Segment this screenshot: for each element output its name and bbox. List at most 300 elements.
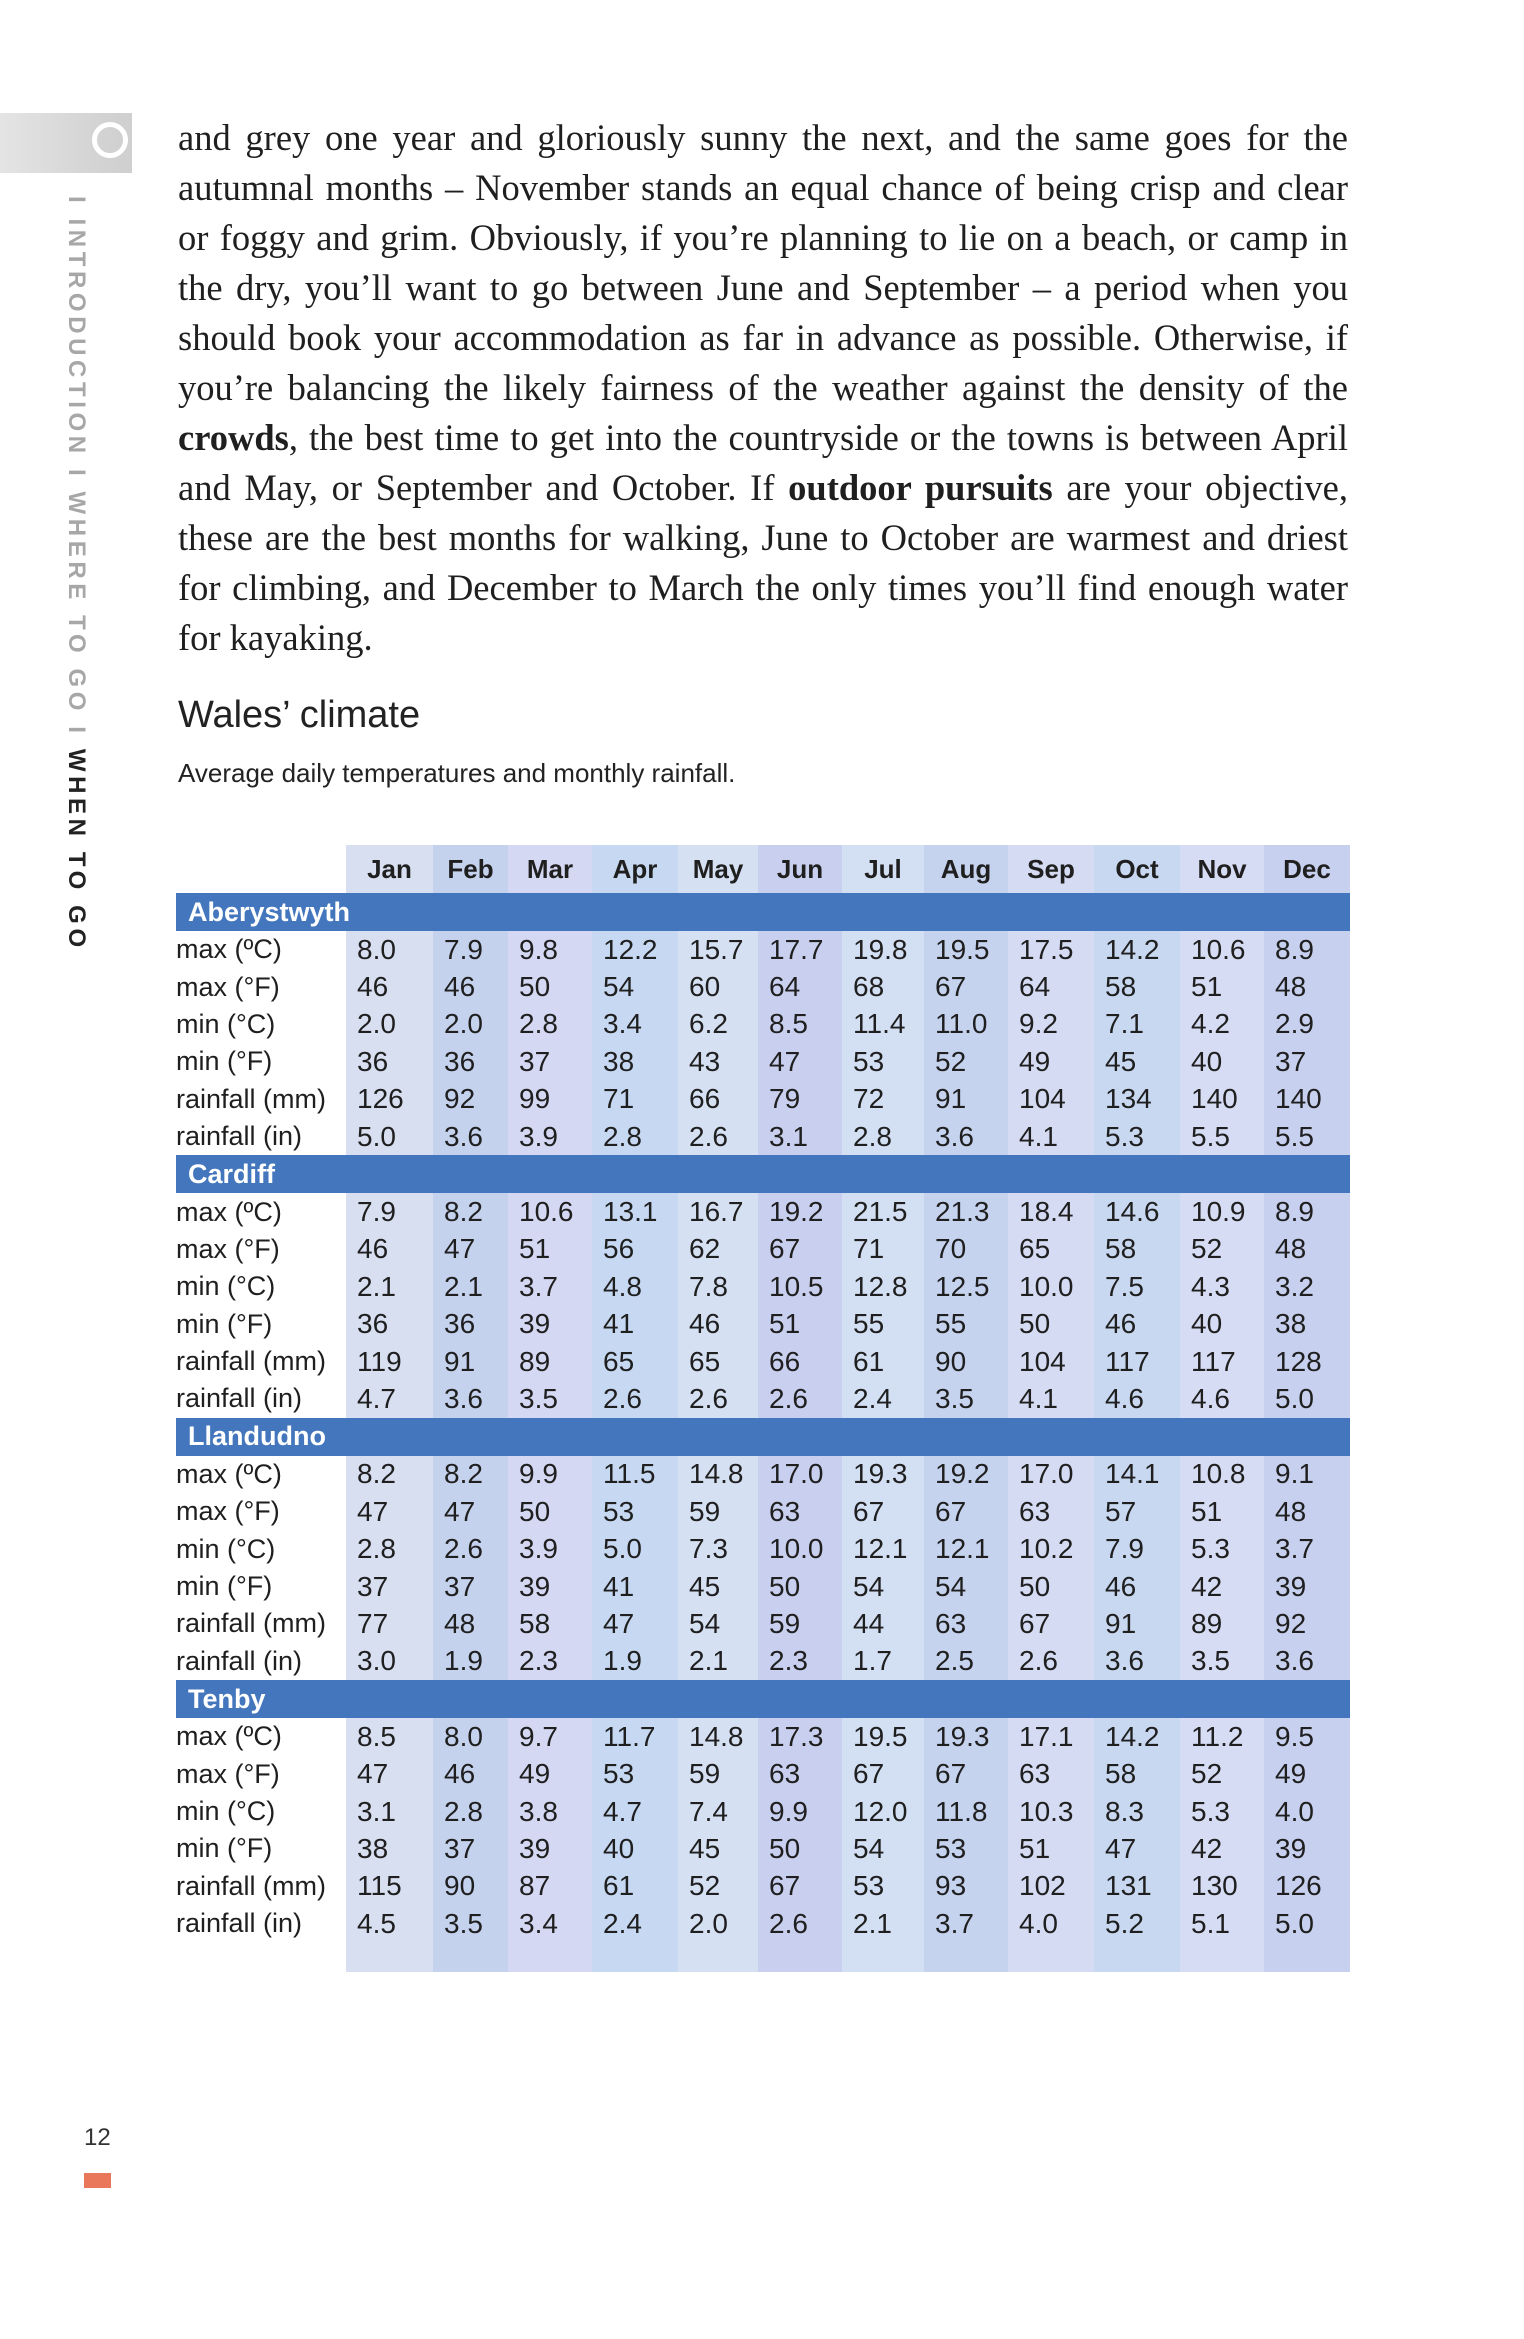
row-label: min (°F) <box>176 1308 273 1339</box>
table-cell: 36 <box>433 1043 508 1080</box>
table-cell: 126 <box>346 1081 433 1118</box>
padding-cell <box>433 1942 508 1972</box>
table-cell: 7.3 <box>678 1530 758 1567</box>
table-cell: 2.8 <box>508 1006 592 1043</box>
table-cell: 104 <box>1008 1081 1094 1118</box>
table-cell: 2.1 <box>433 1268 508 1305</box>
table-cell: 6.2 <box>678 1006 758 1043</box>
table-cell: 2.6 <box>433 1530 508 1567</box>
table-row <box>176 1306 1350 1343</box>
row-label: min (°F) <box>176 1046 273 1077</box>
table-cell: 2.0 <box>433 1006 508 1043</box>
table-cell: 5.3 <box>1094 1118 1180 1155</box>
row-label: max (ºC) <box>176 934 282 965</box>
side-nav-current: WHEN TO GO <box>63 748 90 952</box>
table-cell: 79 <box>758 1081 842 1118</box>
table-cell: 3.5 <box>924 1380 1008 1417</box>
table-cell: 39 <box>1264 1568 1350 1605</box>
table-cell: 1.9 <box>433 1643 508 1680</box>
table-cell: 52 <box>1180 1755 1264 1792</box>
table-cell: 3.5 <box>508 1380 592 1417</box>
table-cell: 3.5 <box>1180 1643 1264 1680</box>
table-cell: 4.7 <box>346 1380 433 1417</box>
month-header: Aug <box>924 845 1008 893</box>
row-label: rainfall (in) <box>176 1121 303 1152</box>
table-cell: 2.4 <box>592 1905 678 1942</box>
table-cell: 11.8 <box>924 1793 1008 1830</box>
table-cell: 65 <box>678 1343 758 1380</box>
table-cell: 47 <box>433 1493 508 1530</box>
table-cell: 38 <box>346 1830 433 1867</box>
table-cell: 65 <box>592 1343 678 1380</box>
table-cell: 3.6 <box>1264 1643 1350 1680</box>
table-cell: 40 <box>1180 1043 1264 1080</box>
row-label: max (°F) <box>176 1758 280 1789</box>
table-cell: 10.0 <box>758 1530 842 1567</box>
table-cell: 37 <box>346 1568 433 1605</box>
table-cell: 51 <box>508 1231 592 1268</box>
table-cell: 42 <box>1180 1568 1264 1605</box>
table-cell: 8.0 <box>433 1718 508 1755</box>
table-cell: 8.5 <box>758 1006 842 1043</box>
row-label: max (°F) <box>176 1233 280 1264</box>
table-row <box>176 1830 1350 1867</box>
table-cell: 39 <box>508 1830 592 1867</box>
table-cell: 3.1 <box>758 1118 842 1155</box>
table-cell: 2.1 <box>842 1905 924 1942</box>
table-cell: 2.6 <box>758 1905 842 1942</box>
table-cell: 4.0 <box>1264 1793 1350 1830</box>
table-cell: 140 <box>1180 1081 1264 1118</box>
table-cell: 47 <box>1094 1830 1180 1867</box>
table-row <box>176 1081 1350 1118</box>
table-cell: 57 <box>1094 1493 1180 1530</box>
table-cell: 3.7 <box>1264 1530 1350 1567</box>
table-row <box>176 1343 1350 1380</box>
month-header: Nov <box>1180 845 1264 893</box>
table-cell: 11.2 <box>1180 1718 1264 1755</box>
table-cell: 126 <box>1264 1868 1350 1905</box>
table-cell: 46 <box>678 1306 758 1343</box>
table-cell: 37 <box>433 1830 508 1867</box>
city-header-row <box>176 1155 1350 1193</box>
table-cell: 4.8 <box>592 1268 678 1305</box>
table-header <box>176 845 1350 893</box>
table-cell: 47 <box>346 1755 433 1792</box>
table-cell: 49 <box>508 1755 592 1792</box>
table-cell: 89 <box>508 1343 592 1380</box>
table-cell: 5.0 <box>1264 1905 1350 1942</box>
row-label: min (°C) <box>176 1533 276 1564</box>
city-header-row <box>176 1418 1350 1456</box>
table-cell: 4.1 <box>1008 1380 1094 1417</box>
table-cell: 87 <box>508 1868 592 1905</box>
row-label: min (°C) <box>176 1008 276 1039</box>
table-cell: 12.5 <box>924 1268 1008 1305</box>
table-cell: 14.1 <box>1094 1456 1180 1493</box>
table-cell: 67 <box>1008 1605 1094 1642</box>
table-cell: 3.6 <box>433 1118 508 1155</box>
row-label: rainfall (mm) <box>176 1608 327 1639</box>
table-cell: 104 <box>1008 1343 1094 1380</box>
table-cell: 7.8 <box>678 1268 758 1305</box>
table-cell: 131 <box>1094 1868 1180 1905</box>
table-cell: 14.2 <box>1094 1718 1180 1755</box>
table-cell: 14.8 <box>678 1718 758 1755</box>
table-cell: 2.1 <box>678 1643 758 1680</box>
table-cell: 8.5 <box>346 1718 433 1755</box>
table-cell: 46 <box>1094 1568 1180 1605</box>
table-cell: 48 <box>1264 968 1350 1005</box>
table-cell: 15.7 <box>678 931 758 968</box>
table-cell: 77 <box>346 1605 433 1642</box>
city-header-row <box>176 1680 1350 1718</box>
table-cell: 67 <box>924 1755 1008 1792</box>
table-cell: 45 <box>678 1568 758 1605</box>
table-cell: 53 <box>842 1868 924 1905</box>
section-subtitle: Average daily temperatures and monthly rainfall. <box>178 758 736 788</box>
side-navigation <box>62 196 90 952</box>
table-cell: 91 <box>924 1081 1008 1118</box>
table-cell: 51 <box>1008 1830 1094 1867</box>
table-cell: 67 <box>924 968 1008 1005</box>
city-name: Tenby <box>176 1680 1350 1718</box>
table-cell: 38 <box>592 1043 678 1080</box>
table-cell: 36 <box>346 1306 433 1343</box>
table-cell: 2.8 <box>592 1118 678 1155</box>
table-cell: 51 <box>1180 1493 1264 1530</box>
table-cell: 70 <box>924 1231 1008 1268</box>
month-header: Jul <box>842 845 924 893</box>
table-cell: 3.5 <box>433 1905 508 1942</box>
table-cell: 19.3 <box>842 1456 924 1493</box>
table-cell: 130 <box>1180 1868 1264 1905</box>
table-cell: 48 <box>433 1605 508 1642</box>
table-cell: 19.5 <box>924 931 1008 968</box>
bold-term-crowds: crowds <box>178 417 289 458</box>
table-cell: 3.7 <box>924 1905 1008 1942</box>
table-cell: 2.4 <box>842 1380 924 1417</box>
table-cell: 117 <box>1094 1343 1180 1380</box>
table-cell: 11.5 <box>592 1456 678 1493</box>
table-cell: 8.3 <box>1094 1793 1180 1830</box>
table-cell: 39 <box>1264 1830 1350 1867</box>
table-cell: 72 <box>842 1081 924 1118</box>
table-cell: 5.0 <box>346 1118 433 1155</box>
table-cell: 71 <box>842 1231 924 1268</box>
table-cell: 51 <box>758 1306 842 1343</box>
table-cell: 50 <box>508 968 592 1005</box>
month-header: Dec <box>1264 845 1350 893</box>
table-cell: 2.8 <box>433 1793 508 1830</box>
table-cell: 50 <box>1008 1306 1094 1343</box>
table-cell: 9.7 <box>508 1718 592 1755</box>
table-row <box>176 1793 1350 1830</box>
table-cell: 89 <box>1180 1605 1264 1642</box>
table-cell: 4.3 <box>1180 1268 1264 1305</box>
padding-cell <box>1008 1942 1094 1972</box>
table-cell: 17.3 <box>758 1718 842 1755</box>
table-cell: 2.6 <box>592 1380 678 1417</box>
table-cell: 42 <box>1180 1830 1264 1867</box>
table-cell: 16.7 <box>678 1193 758 1230</box>
padding-cell <box>678 1942 758 1972</box>
table-cell: 8.2 <box>346 1456 433 1493</box>
table-row <box>176 1231 1350 1268</box>
row-label: min (°F) <box>176 1833 273 1864</box>
table-cell: 44 <box>842 1605 924 1642</box>
table-cell: 52 <box>924 1043 1008 1080</box>
table-cell: 3.8 <box>508 1793 592 1830</box>
table-cell: 10.9 <box>1180 1193 1264 1230</box>
body-paragraph <box>178 113 1348 663</box>
table-cell: 9.1 <box>1264 1456 1350 1493</box>
body-text-part: and grey one year and gloriously sunny the next, and the same goes for the autumnal months – November stands an equal chance of being crisp and clear or foggy and grim. Obviously, if you’re planning to lie on a beach, or camp in the dry, you’ll want to go between June and September – a period when you should book your accommodation as far in advance as possible. Otherwise, if you’re balancing the likely fairness of the weather against the density of the <box>178 117 1348 408</box>
table-cell: 5.1 <box>1180 1905 1264 1942</box>
table-cell: 47 <box>758 1043 842 1080</box>
table-cell: 2.3 <box>758 1643 842 1680</box>
table-cell: 40 <box>1180 1306 1264 1343</box>
table-cell: 5.0 <box>1264 1380 1350 1417</box>
table-cell: 50 <box>758 1568 842 1605</box>
table-cell: 3.6 <box>1094 1643 1180 1680</box>
table-cell: 8.2 <box>433 1456 508 1493</box>
table-cell: 52 <box>1180 1231 1264 1268</box>
month-header: Mar <box>508 845 592 893</box>
side-nav-path: I INTRODUCTION I WHERE TO GO I <box>63 196 90 749</box>
padding-cell <box>346 1942 433 1972</box>
table-cell: 5.5 <box>1264 1118 1350 1155</box>
table-cell: 17.7 <box>758 931 842 968</box>
table-cell: 55 <box>924 1306 1008 1343</box>
header-row <box>176 845 1350 893</box>
section-title: Wales’ climate <box>178 694 421 736</box>
table-cell: 3.6 <box>924 1118 1008 1155</box>
table-cell: 9.9 <box>508 1456 592 1493</box>
table-cell: 92 <box>433 1081 508 1118</box>
table-cell: 53 <box>842 1043 924 1080</box>
table-cell: 2.1 <box>346 1268 433 1305</box>
table-cell: 19.2 <box>924 1456 1008 1493</box>
table-cell: 9.8 <box>508 931 592 968</box>
table-row <box>176 1380 1350 1417</box>
table-cell: 4.7 <box>592 1793 678 1830</box>
padding-cell <box>924 1942 1008 1972</box>
table-cell: 8.2 <box>433 1193 508 1230</box>
table-cell: 63 <box>1008 1493 1094 1530</box>
table-cell: 4.2 <box>1180 1006 1264 1043</box>
table-cell: 54 <box>842 1830 924 1867</box>
row-label: rainfall (mm) <box>176 1870 327 1901</box>
table-cell: 61 <box>842 1343 924 1380</box>
table-cell: 36 <box>346 1043 433 1080</box>
table-cell: 21.3 <box>924 1193 1008 1230</box>
row-label: min (°C) <box>176 1271 276 1302</box>
table-cell: 1.7 <box>842 1643 924 1680</box>
table-cell: 3.4 <box>508 1905 592 1942</box>
table-cell: 19.8 <box>842 931 924 968</box>
month-header: Jan <box>346 845 433 893</box>
padding-cell <box>508 1942 592 1972</box>
table-cell: 60 <box>678 968 758 1005</box>
table-cell: 51 <box>1180 968 1264 1005</box>
table-cell: 19.2 <box>758 1193 842 1230</box>
table-row <box>176 968 1350 1005</box>
table-cell: 48 <box>1264 1231 1350 1268</box>
month-header: Feb <box>433 845 508 893</box>
table-row <box>176 1568 1350 1605</box>
table-cell: 64 <box>758 968 842 1005</box>
table-cell: 2.8 <box>346 1530 433 1567</box>
row-label: max (ºC) <box>176 1721 282 1752</box>
table-row <box>176 1718 1350 1755</box>
table-cell: 90 <box>433 1868 508 1905</box>
padding-cell <box>1264 1942 1350 1972</box>
table-cell: 90 <box>924 1343 1008 1380</box>
table-cell: 47 <box>433 1231 508 1268</box>
table-cell: 2.0 <box>346 1006 433 1043</box>
table-cell: 17.0 <box>758 1456 842 1493</box>
page-marker <box>84 2173 111 2188</box>
table-row <box>176 1006 1350 1043</box>
table-cell: 11.7 <box>592 1718 678 1755</box>
table-cell: 63 <box>758 1493 842 1530</box>
table-cell: 7.9 <box>1094 1530 1180 1567</box>
table-cell: 41 <box>592 1568 678 1605</box>
table-cell: 59 <box>678 1755 758 1792</box>
table-cell: 5.3 <box>1180 1530 1264 1567</box>
table-cell: 67 <box>758 1231 842 1268</box>
table-cell: 71 <box>592 1081 678 1118</box>
table-cell: 54 <box>842 1568 924 1605</box>
table-cell: 7.5 <box>1094 1268 1180 1305</box>
table-cell: 5.0 <box>592 1530 678 1567</box>
table-cell: 1.9 <box>592 1643 678 1680</box>
table-cell: 53 <box>592 1493 678 1530</box>
padding-cell <box>1180 1942 1264 1972</box>
table-cell: 10.6 <box>1180 931 1264 968</box>
table-cell: 99 <box>508 1081 592 1118</box>
table-cell: 2.6 <box>758 1380 842 1417</box>
table-cell: 66 <box>758 1343 842 1380</box>
table-cell: 3.9 <box>508 1118 592 1155</box>
table-cell: 7.9 <box>346 1193 433 1230</box>
table-cell: 8.0 <box>346 931 433 968</box>
table-cell: 5.2 <box>1094 1905 1180 1942</box>
table-row <box>176 1118 1350 1155</box>
table-cell: 10.6 <box>508 1193 592 1230</box>
row-label: max (ºC) <box>176 1458 282 1489</box>
row-label: rainfall (in) <box>176 1908 303 1939</box>
table-cell: 9.5 <box>1264 1718 1350 1755</box>
table-cell: 102 <box>1008 1868 1094 1905</box>
table-cell: 12.1 <box>842 1530 924 1567</box>
table-cell: 37 <box>508 1043 592 1080</box>
table-cell: 115 <box>346 1868 433 1905</box>
table-cell: 10.8 <box>1180 1456 1264 1493</box>
table-cell: 52 <box>678 1868 758 1905</box>
table-cell: 9.9 <box>758 1793 842 1830</box>
table-cell: 58 <box>1094 1755 1180 1792</box>
table-cell: 48 <box>1264 1493 1350 1530</box>
table-cell: 4.5 <box>346 1905 433 1942</box>
table-cell: 19.5 <box>842 1718 924 1755</box>
table-cell: 12.2 <box>592 931 678 968</box>
table-cell: 45 <box>1094 1043 1180 1080</box>
table-cell: 67 <box>842 1755 924 1792</box>
page-number: 12 <box>84 2124 111 2151</box>
table-cell: 91 <box>1094 1605 1180 1642</box>
table-cell: 2.3 <box>508 1643 592 1680</box>
table-cell: 59 <box>758 1605 842 1642</box>
table-row <box>176 1456 1350 1493</box>
table-cell: 54 <box>678 1605 758 1642</box>
table-cell: 46 <box>346 968 433 1005</box>
table-cell: 38 <box>1264 1306 1350 1343</box>
table-cell: 56 <box>592 1231 678 1268</box>
table-cell: 5.5 <box>1180 1118 1264 1155</box>
table-cell: 18.4 <box>1008 1193 1094 1230</box>
table-cell: 68 <box>842 968 924 1005</box>
table-cell: 67 <box>924 1493 1008 1530</box>
table-cell: 67 <box>758 1868 842 1905</box>
table-cell: 8.9 <box>1264 1193 1350 1230</box>
table-row <box>176 1268 1350 1305</box>
row-label: rainfall (mm) <box>176 1346 327 1377</box>
table-cell: 59 <box>678 1493 758 1530</box>
month-header: Jun <box>758 845 842 893</box>
table-cell: 40 <box>592 1830 678 1867</box>
table-row <box>176 1755 1350 1792</box>
table-cell: 61 <box>592 1868 678 1905</box>
table-cell: 21.5 <box>842 1193 924 1230</box>
table-cell: 134 <box>1094 1081 1180 1118</box>
table-cell: 19.3 <box>924 1718 1008 1755</box>
table-row <box>176 1868 1350 1905</box>
table-cell: 140 <box>1264 1081 1350 1118</box>
table-cell: 92 <box>1264 1605 1350 1642</box>
padding-cell <box>842 1942 924 1972</box>
row-label: max (°F) <box>176 971 280 1002</box>
table-cell: 2.8 <box>842 1118 924 1155</box>
table-row <box>176 1493 1350 1530</box>
table-row <box>176 931 1350 968</box>
table-row <box>176 1530 1350 1567</box>
table-cell: 4.6 <box>1094 1380 1180 1417</box>
table-cell: 3.4 <box>592 1006 678 1043</box>
padding-cell <box>592 1942 678 1972</box>
table-cell: 3.0 <box>346 1643 433 1680</box>
table-cell: 17.1 <box>1008 1718 1094 1755</box>
table-cell: 50 <box>508 1493 592 1530</box>
table-cell: 2.6 <box>678 1118 758 1155</box>
table-cell: 17.5 <box>1008 931 1094 968</box>
table-cell: 10.3 <box>1008 1793 1094 1830</box>
table-cell: 54 <box>924 1568 1008 1605</box>
table-cell: 2.6 <box>678 1380 758 1417</box>
table-cell: 3.2 <box>1264 1268 1350 1305</box>
table-cell: 4.0 <box>1008 1905 1094 1942</box>
table-cell: 58 <box>508 1605 592 1642</box>
table-row <box>176 1043 1350 1080</box>
table-cell: 119 <box>346 1343 433 1380</box>
table-cell: 7.4 <box>678 1793 758 1830</box>
table-body <box>176 893 1350 1972</box>
table-cell: 63 <box>1008 1755 1094 1792</box>
row-label: rainfall (mm) <box>176 1083 327 1114</box>
table-cell: 13.1 <box>592 1193 678 1230</box>
table-cell: 65 <box>1008 1231 1094 1268</box>
